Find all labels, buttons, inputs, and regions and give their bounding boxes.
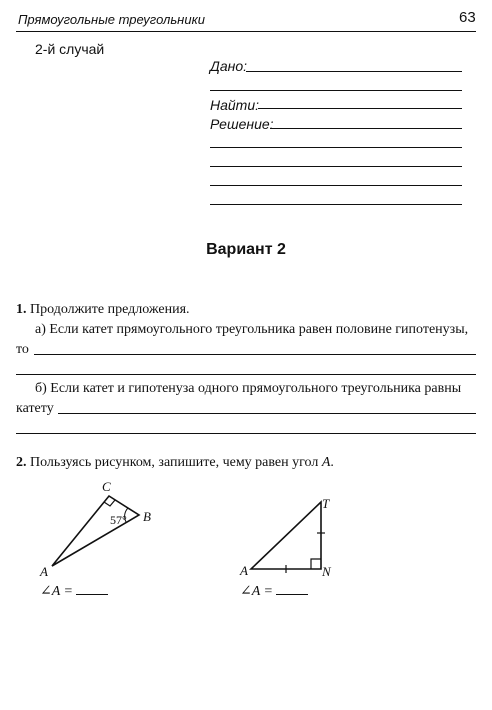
solution-label: Решение: xyxy=(210,116,274,132)
solution-line xyxy=(210,204,462,205)
task1-b-text: б) Если катет и гипотенуза одного прямоугольного треугольника равны xyxy=(35,381,462,396)
task1-b-answer-line xyxy=(58,413,476,414)
task1-b-answer-line-2 xyxy=(16,433,476,434)
running-header-title: Прямоугольные треугольники xyxy=(18,12,205,27)
fig2-answer-blank xyxy=(276,584,308,595)
task1-a-answer-line xyxy=(34,354,476,355)
task2-prompt: Пользуясь рисунком, запишите, чему равен угол xyxy=(30,455,322,470)
given-answer-line-2 xyxy=(210,90,462,91)
task1-b-continuation: катету xyxy=(16,401,54,416)
task1-heading xyxy=(16,302,190,318)
solution-line xyxy=(210,147,462,148)
fig1-point-a: A xyxy=(40,564,48,579)
task2-angle-var: A xyxy=(321,455,331,470)
solution-answer-line xyxy=(270,128,462,129)
task1-a-answer-line-2 xyxy=(16,374,476,375)
given-answer-line xyxy=(246,71,462,72)
fig2-point-t: T xyxy=(322,496,330,511)
solution-line xyxy=(210,185,462,186)
find-answer-line xyxy=(258,108,462,109)
right-angle-mark-n xyxy=(311,559,321,569)
page-number: 63 xyxy=(459,9,476,26)
solution-line xyxy=(210,166,462,167)
triangle-figure-1 xyxy=(30,478,170,578)
case-label: 2-й случай xyxy=(35,41,105,57)
fig2-answer-text: ∠A = xyxy=(240,584,273,599)
fig1-angle-label: 57° xyxy=(110,513,127,527)
header-rule xyxy=(16,31,476,32)
triangle-abc xyxy=(52,496,139,566)
fig2-answer xyxy=(240,583,308,600)
task1-prompt: Продолжите предложения. xyxy=(30,302,190,317)
fig1-answer-blank xyxy=(76,584,108,595)
fig1-answer-text: ∠A = xyxy=(40,584,73,599)
task1-a-text: а) Если катет прямоугольного треугольника равен половине гипотенузы, xyxy=(35,322,469,337)
variant-title: Вариант 2 xyxy=(206,241,286,258)
task2-heading xyxy=(16,455,334,471)
task1-number: 1. xyxy=(16,302,27,317)
task2-prompt-end: . xyxy=(330,455,334,470)
fig2-point-n: N xyxy=(322,564,331,579)
fig2-point-a: A xyxy=(240,563,248,578)
fig1-point-b: B xyxy=(143,509,151,524)
fig1-point-c: C xyxy=(102,479,111,494)
fig1-answer xyxy=(40,583,108,600)
task1-a-continuation: то xyxy=(16,342,29,357)
find-label: Найти: xyxy=(210,97,260,113)
given-label: Дано: xyxy=(210,58,248,74)
task2-number: 2. xyxy=(16,455,27,470)
